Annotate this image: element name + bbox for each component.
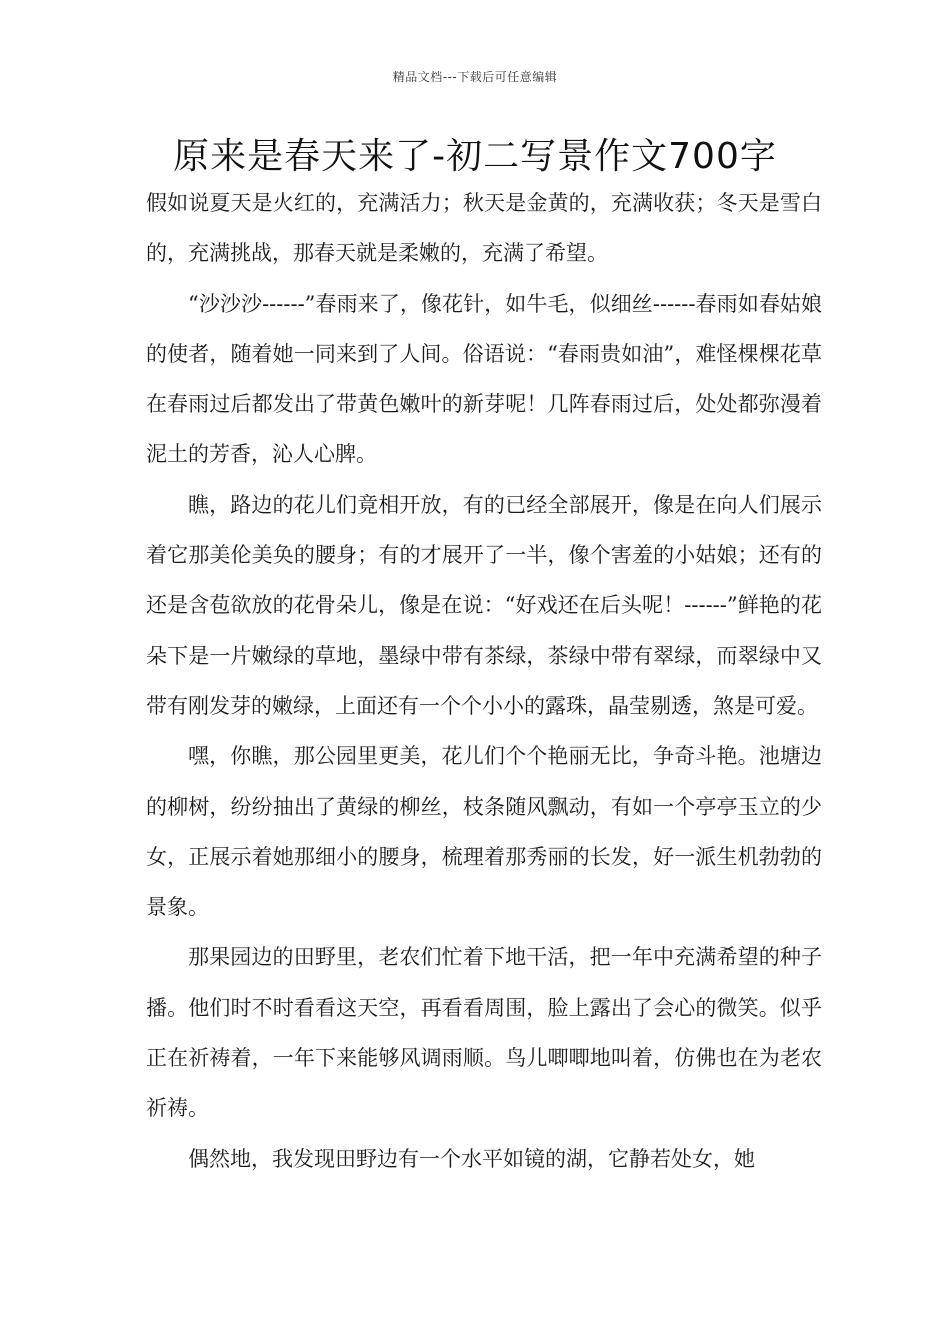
- paragraph-4: 嘿，你瞧，那公园里更美，花儿们个个艳丽无比，争奇斗艳。池塘边的柳树，纷纷抽出了黄绿的柳丝，枝条随风飘动，有如一个亭亭玉立的少女，正展示着她那细小的腰身，梳理着那秀丽的长发，好一派生机勃勃的景象。: [146, 744, 822, 920]
- header-note: 精品文档---下载后可任意编辑: [392, 70, 558, 84]
- paragraph-2: “沙沙沙------”春雨来了，像花针，如牛毛，似细丝------春雨如春姑娘的使者，随着她一同来到了人间。俗语说：“春雨贵如油”，难怪棵棵花草在春雨过后都发出了带黄色嫩叶的新芽呢！几阵春雨过后，处处都弥漫着泥土的芳香，沁人心脾。: [146, 291, 822, 467]
- article-body: [146, 178, 822, 1184]
- paragraph-1: 假如说夏天是火红的，充满活力；秋天是金黄的，充满收获；冬天是雪白的，充满挑战，那春天就是柔嫩的，充满了希望。: [146, 191, 822, 266]
- page-title: 原来是春天来了-初二写景作文700字: [173, 136, 777, 177]
- paragraph-3: 瞧，路边的花儿们竟相开放，有的已经全部展开，像是在向人们展示着它那美伦美奂的腰身；有的才展开了一半，像个害羞的小姑娘；还有的还是含苞欲放的花骨朵儿，像是在说：“好戏还在后头呢！------”鲜艳的花朵下是一片嫩绿的草地，墨绿中带有茶绿，茶绿中带有翠绿，而翠绿中又带有刚发芽的嫩绿，上面还有一个个小小的露珠，晶莹剔透，煞是可爱。: [146, 492, 822, 718]
- paragraph-6: 偶然地，我发现田野边有一个水平如镜的湖，它静若处女，她: [188, 1146, 755, 1171]
- paragraph-5: 那果园边的田野里，老农们忙着下地干活，把一年中充满希望的种子播。他们时不时看看这天空，再看看周围，脸上露出了会心的微笑。似乎正在祈祷着，一年下来能够风调雨顺。鸟儿唧唧地叫着，仿佛也在为老农祈祷。: [146, 945, 822, 1121]
